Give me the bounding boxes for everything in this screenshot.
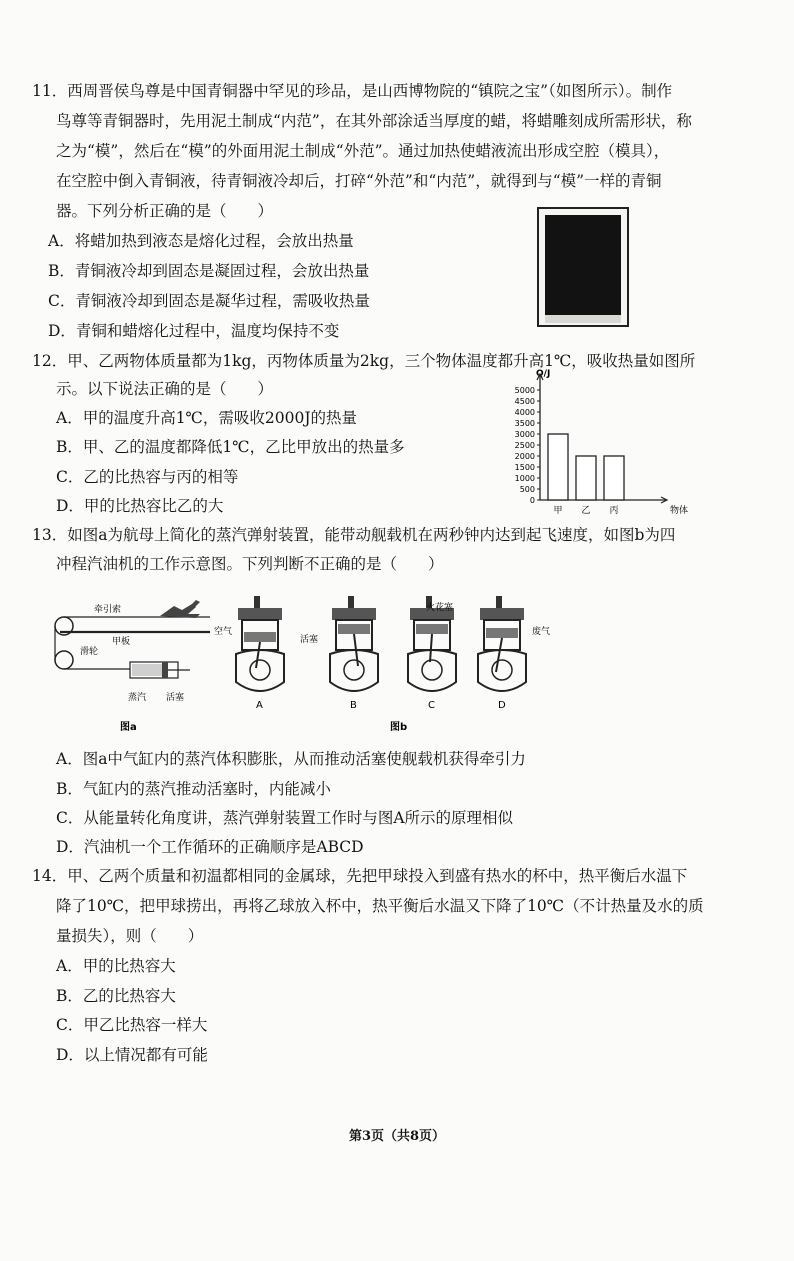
page-footer: 第3页（共8页）: [348, 1129, 446, 1144]
chart-category-label: 乙: [581, 506, 591, 516]
q12-line-1: 12．甲、乙两物体质量都为1kg，丙物体质量为2kg，三个物体温度都升高1℃，吸收热量如图所: [32, 352, 696, 370]
chart-y-tick-label: 3000: [514, 430, 535, 439]
steam-catapult-figure: [50, 596, 220, 736]
chart-y-tick-label: 0: [529, 496, 535, 505]
engine-a: [236, 596, 284, 691]
chart-category-label: 甲: [553, 506, 563, 516]
chart-bar-1: [576, 456, 596, 500]
q11-line-2: 鸟尊等青铜器时，先用泥土制成“内范”，在其外部涂适当厚度的蜡，将蜡雕刻成所需形状，称: [56, 112, 692, 130]
q13-line-1: 13．如图a为航母上简化的蒸汽弹射装置，能带动舰载机在两秒钟内达到起飞速度，如图b为四: [32, 526, 676, 544]
q12-option-d: D．甲的比热容比乙的大: [56, 497, 224, 515]
q11-option-c: C．青铜液冷却到固态是凝华过程，需吸收热量: [48, 292, 370, 310]
chart-y-tick-label: 3500: [514, 419, 535, 428]
q11-line-3: 之为“模”，然后在“模”的外面用泥土制成“外范”。通过加热使蜡液流出形成空腔（模具），: [56, 142, 670, 160]
label-steam: 蒸汽: [128, 693, 147, 703]
chart-y-tick-label: 5000: [514, 386, 535, 395]
q14-line-3: 量损失），则（ ）: [56, 927, 204, 945]
label-tow-cable: 牵引索: [94, 605, 122, 615]
chart-y-tick-label: 1000: [514, 474, 535, 483]
label-air: 空气: [214, 627, 233, 637]
q13-option-c: C．从能量转化角度讲，蒸汽弹射装置工作时与图A所示的原理相似: [56, 809, 514, 827]
engine-label-c: C: [428, 700, 435, 711]
chart-y-tick-label: 1500: [514, 463, 535, 472]
q11-option-b: B．青铜液冷却到固态是凝固过程，会放出热量: [48, 262, 370, 280]
chart-y-tick-label: 500: [519, 485, 535, 494]
q12-option-b: B．甲、乙的温度都降低1℃，乙比甲放出的热量多: [56, 438, 405, 456]
q11-line-1: 11．西周晋侯鸟尊是中国青铜器中罕见的珍品，是山西博物院的“镇院之宝”（如图所示）。制作: [32, 82, 673, 100]
chart-bar-2: [604, 456, 624, 500]
q14-option-d: D．以上情况都有可能: [56, 1046, 208, 1064]
engine-b: [330, 596, 378, 691]
four-stroke-engine-figure: [212, 588, 560, 738]
label-exhaust: 废气: [532, 627, 551, 637]
chart-xlabel: 物体: [670, 506, 689, 516]
chart-category-label: 丙: [609, 506, 619, 516]
q14-option-a: A．甲的比热容大: [56, 957, 176, 975]
chart-y-tick-label: 4000: [514, 408, 535, 417]
q11-line-5: 器。下列分析正确的是（ ）: [56, 202, 274, 220]
engine-label-d: D: [498, 700, 506, 711]
q11-line-4: 在空腔中倒入青铜液，待青铜液冷却后，打碎“外范”和“内范”，就得到与“模”一样的青铜: [56, 172, 662, 190]
label-deck: 甲板: [112, 637, 131, 647]
chart-bar-0: [548, 434, 568, 500]
chart-ylabel: Q/J: [536, 369, 551, 379]
label-piston-b: 活塞: [300, 635, 319, 645]
q12-option-c: C．乙的比热容与丙的相等: [56, 468, 239, 486]
bronze-bird-photo: [536, 206, 630, 328]
q14-line-2: 降了10℃，把甲球捞出，再将乙球放入杯中，热平衡后水温又下降了10℃（不计热量及水的质: [56, 897, 704, 915]
q11-option-d: D．青铜和蜡熔化过程中，温度均保持不变: [48, 322, 340, 340]
q13-option-b: B．气缸内的蒸汽推动活塞时，内能减小: [56, 780, 331, 798]
engine-label-b: B: [350, 700, 357, 711]
q14-option-b: B．乙的比热容大: [56, 987, 176, 1005]
label-pulley: 滑轮: [80, 647, 99, 657]
engine-label-a: A: [256, 700, 263, 711]
heat-bar-chart: [500, 366, 700, 522]
figure-a-caption: 图a: [120, 722, 137, 733]
engine-d: [478, 596, 526, 691]
figure-b-caption: 图b: [390, 722, 408, 733]
pulley-bottom-icon: [55, 651, 73, 669]
chart-y-tick-label: 4500: [514, 397, 535, 406]
q14-option-c: C．甲乙比热容一样大: [56, 1016, 208, 1034]
q11-option-a: A．将蜡加热到液态是熔化过程，会放出热量: [48, 232, 354, 250]
chart-y-tick-label: 2500: [514, 441, 535, 450]
q13-line-2: 冲程汽油机的工作示意图。下列判断不正确的是（ ）: [56, 555, 444, 573]
q13-option-a: A．图a中气缸内的蒸汽体积膨胀，从而推动活塞使舰载机获得牵引力: [56, 750, 526, 768]
q13-option-d: D．汽油机一个工作循环的正确顺序是ABCD: [56, 838, 364, 856]
q12-option-a: A．甲的温度升高1℃，需吸收2000J的热量: [56, 409, 358, 427]
label-spark-plug: 火花塞: [426, 603, 454, 613]
q12-line-2: 示。以下说法正确的是（ ）: [56, 380, 274, 398]
label-piston: 活塞: [166, 693, 185, 703]
chart-y-tick-label: 2000: [514, 452, 535, 461]
q14-line-1: 14．甲、乙两个质量和初温都相同的金属球，先把甲球投入到盛有热水的杯中，热平衡后水温下: [32, 867, 688, 885]
